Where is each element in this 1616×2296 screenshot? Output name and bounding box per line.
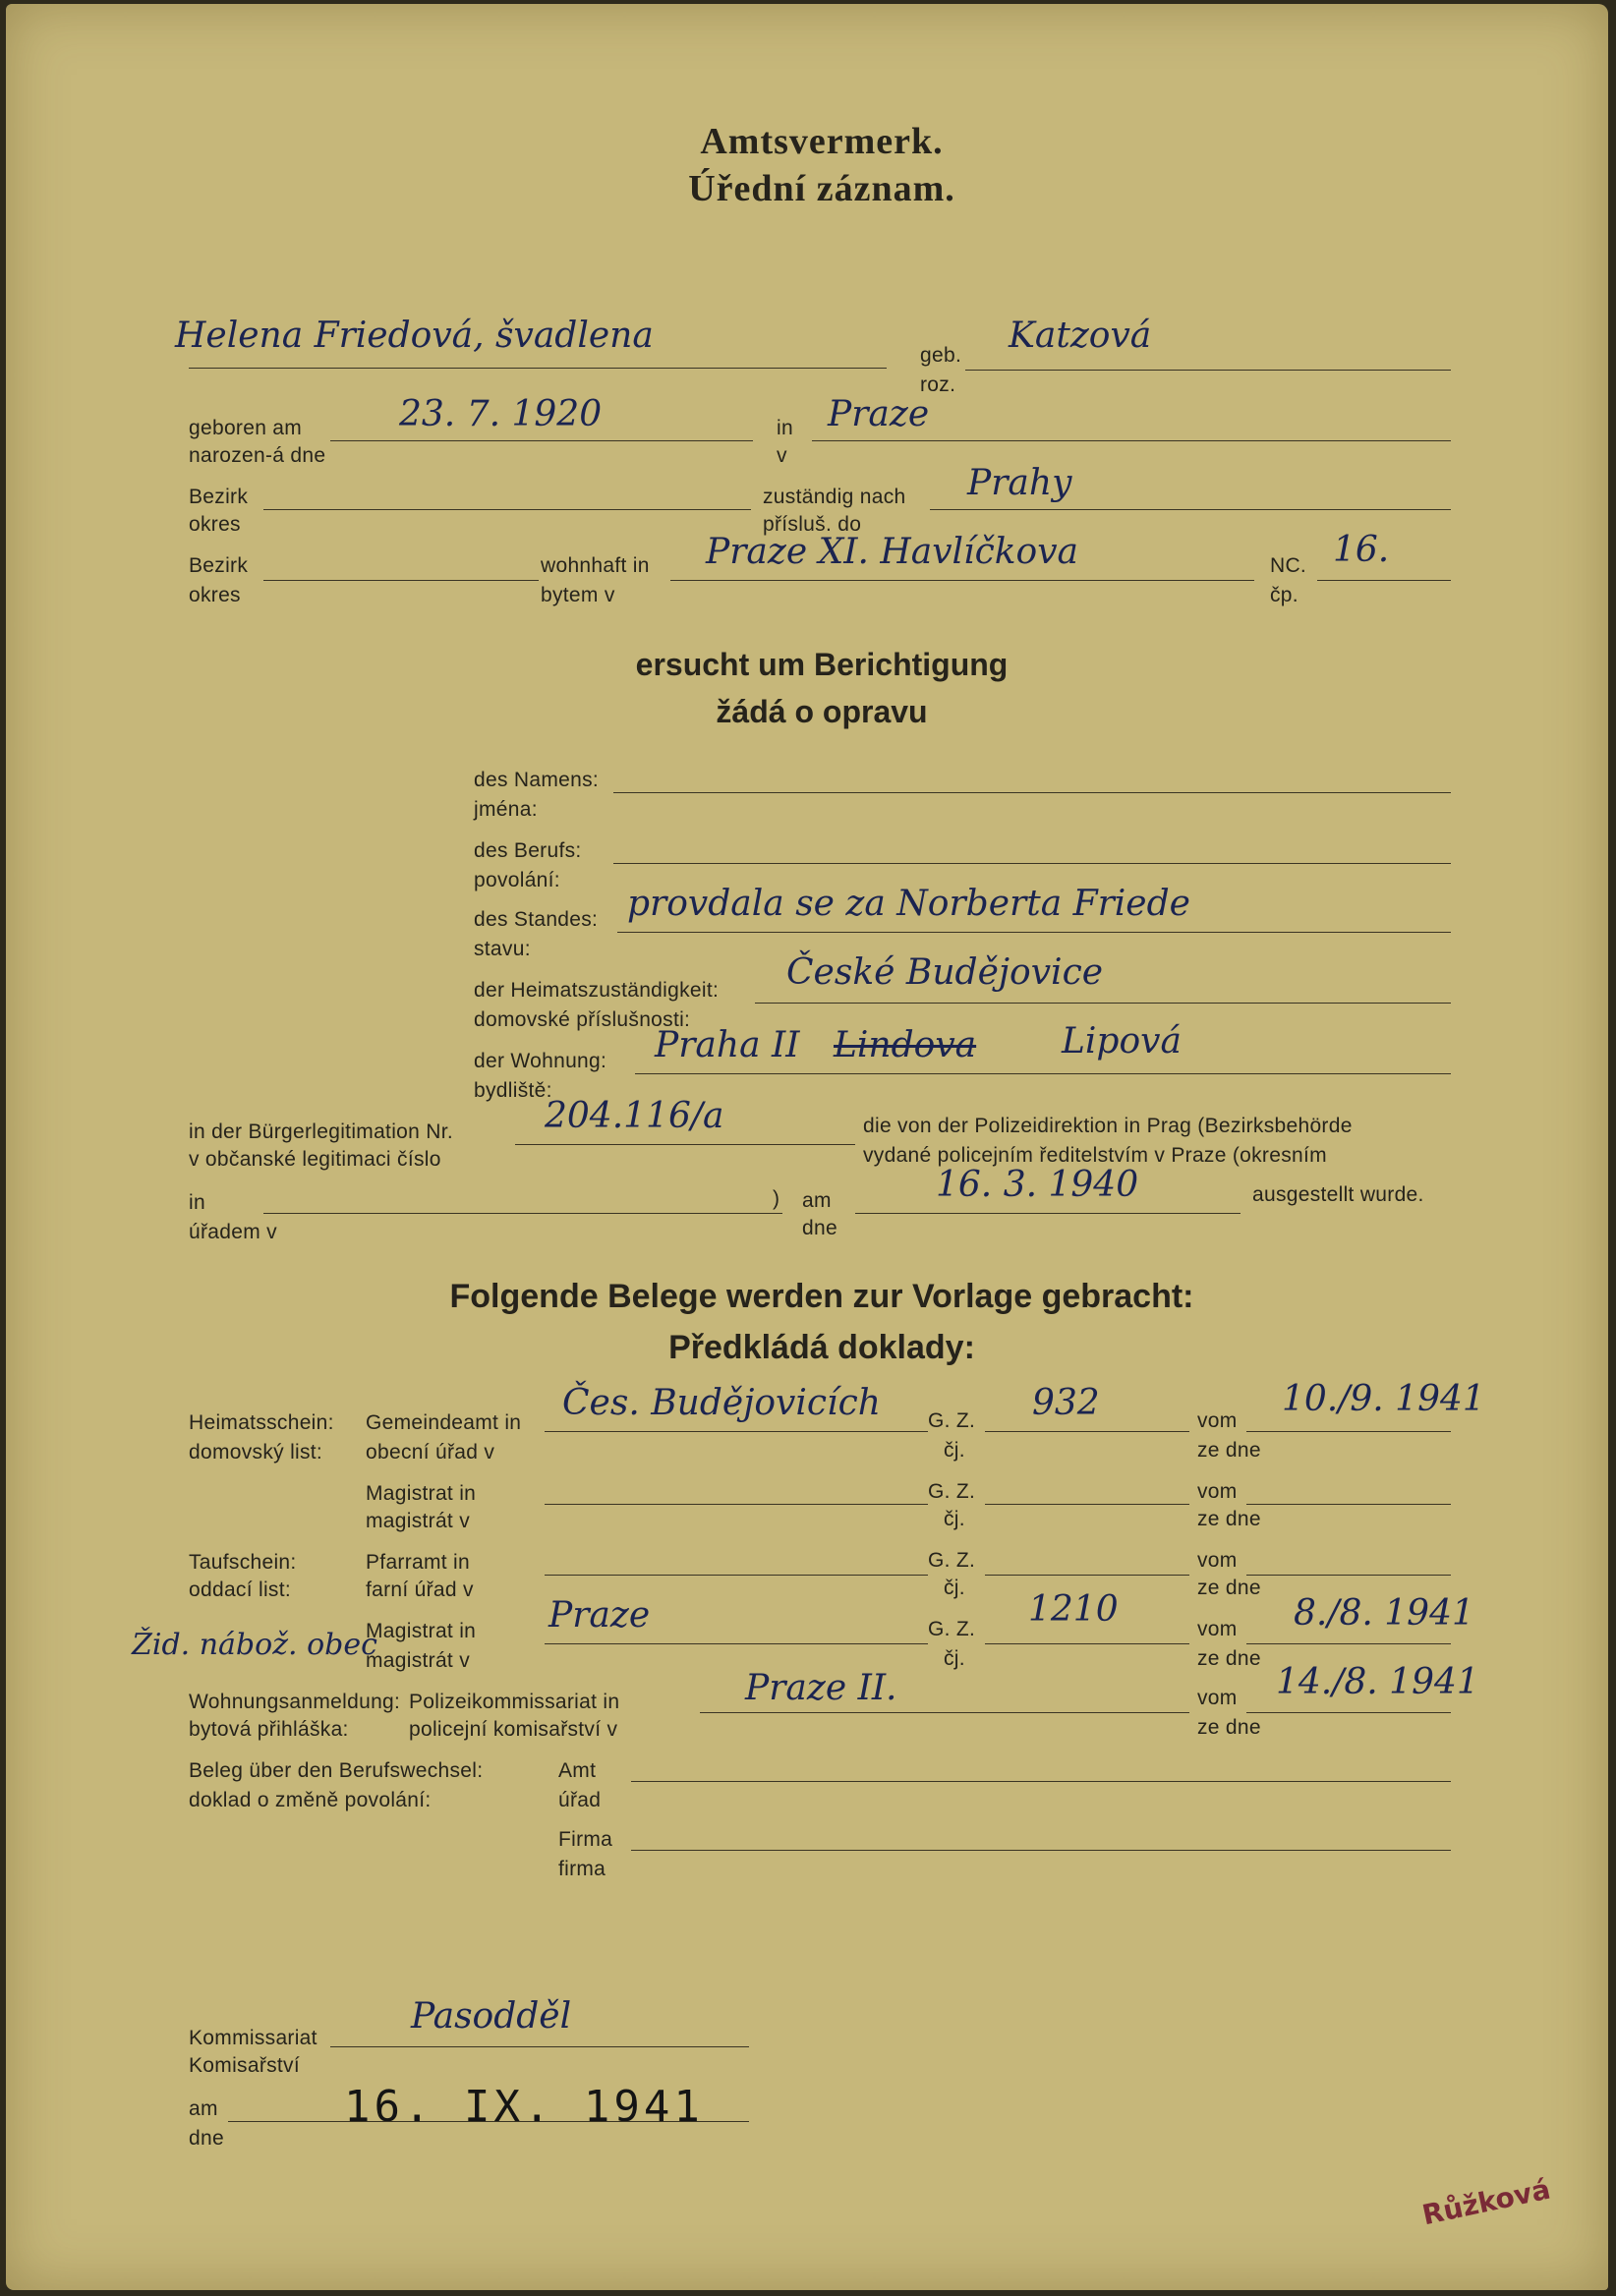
heimat-line (755, 1003, 1451, 1004)
documents-heading-de: Folgende Belege werden zur Vorlage gebracht: (449, 1278, 1194, 1315)
amt-label-de: Amt (558, 1759, 597, 1782)
footer-am-label-de: am (189, 2097, 218, 2120)
vom5-label-de: vom (1197, 1687, 1238, 1709)
amt-label-cs: úřad (558, 1789, 602, 1811)
bezirk-label-cs: okres (189, 513, 241, 536)
gz2-line (985, 1504, 1189, 1505)
legit-line (515, 1144, 855, 1145)
bezirk-line (263, 509, 751, 510)
beruf-label-de: Beleg über den Berufswechsel: (189, 1759, 484, 1782)
vom5-line (1246, 1712, 1451, 1713)
polizei-line (700, 1712, 1189, 1713)
gz2-label-cs: čj. (944, 1508, 965, 1530)
vom3-line (1246, 1575, 1451, 1576)
bezirk2-line (263, 580, 539, 581)
standes-label-cs: stavu: (474, 938, 531, 960)
magistrat1-label-de: Magistrat in (366, 1482, 477, 1505)
komm-label-de: Kommissariat (189, 2027, 317, 2049)
wohnung-label-cs: bydliště: (474, 1079, 552, 1102)
zid-note: Žid. nábož. obec (132, 1628, 377, 1662)
office-line (263, 1213, 782, 1214)
berufs-label-de: des Berufs: (474, 839, 582, 862)
pfarramt-label-cs: farní úřad v (366, 1578, 474, 1601)
gz4-label-de: G. Z. (928, 1618, 976, 1640)
title-czech: Úřední záznam. (688, 168, 955, 209)
standes-line (617, 932, 1451, 933)
namens-label-cs: jména: (474, 798, 538, 821)
polizei-value: Praze II. (745, 1668, 897, 1708)
komm-line (330, 2046, 749, 2047)
heimat-label-cs: domovské příslušnosti: (474, 1008, 691, 1031)
office-label-cs: úřadem v (189, 1221, 277, 1243)
gz3-line (985, 1575, 1189, 1576)
magistrat2-value: Praze (548, 1595, 651, 1636)
zust-label-cs: přísluš. do (763, 513, 862, 536)
born-label-cs: narozen-á dne (189, 444, 326, 467)
legit-label-de: in der Bürgerlegitimation Nr. (189, 1120, 453, 1143)
wohn-line (670, 580, 1254, 581)
gemeindeamt-label-de: Gemeindeamt in (366, 1411, 522, 1434)
amt-line (631, 1781, 1451, 1782)
wohnung-value-2: Lipová (1062, 1021, 1182, 1062)
wohnungsanm-label-de: Wohnungsanmeldung: (189, 1691, 401, 1713)
documents-heading-cs: Předkládá doklady: (668, 1329, 975, 1366)
vom4-label-cs: ze dne (1197, 1647, 1261, 1670)
namens-line (613, 792, 1451, 793)
magistrat1-line (545, 1504, 928, 1505)
berufs-line (613, 863, 1451, 864)
nc-line (1317, 580, 1451, 581)
title-german: Amtsvermerk. (700, 121, 944, 162)
heimat-label-de: der Heimatszuständigkeit: (474, 979, 720, 1002)
vom1-line (1246, 1431, 1451, 1432)
footer-am-line (228, 2121, 749, 2122)
issued-label: ausgestellt wurde. (1252, 1183, 1424, 1206)
beruf-label-cs: doklad o změně povolání: (189, 1789, 432, 1811)
pfarramt-label-de: Pfarramt in (366, 1551, 470, 1574)
firma-label-de: Firma (558, 1828, 613, 1851)
request-heading-de: ersucht um Berichtigung (635, 647, 1009, 682)
gz4-label-cs: čj. (944, 1647, 965, 1670)
legit-label-cs: v občanské legitimaci číslo (189, 1148, 441, 1171)
document-page (6, 4, 1608, 2290)
polizei-label-de: Polizeikommissariat in (409, 1691, 620, 1713)
bezirk-label-de: Bezirk (189, 486, 249, 508)
gz3-label-de: G. Z. (928, 1549, 976, 1572)
vom5-value: 14./8. 1941 (1276, 1662, 1479, 1702)
pfarramt-line (545, 1575, 928, 1576)
standes-value: provdala se za Norberta Friede (627, 884, 1190, 924)
gemeindeamt-label-cs: obecní úřad v (366, 1441, 495, 1464)
am-label-cs: dne (802, 1217, 837, 1239)
wohnung-line (635, 1073, 1451, 1074)
bezirk2-label-de: Bezirk (189, 554, 249, 577)
born-place: Praze (828, 394, 930, 434)
request-heading-cs: žádá o opravu (716, 694, 928, 729)
nc-value: 16. (1333, 530, 1390, 570)
born-date: 23. 7. 1920 (399, 394, 603, 434)
date-stamp: 16. IX. 1941 (344, 2082, 704, 2132)
geb-line (965, 370, 1451, 371)
berufs-label-cs: povolání: (474, 869, 560, 891)
vom1-value: 10./9. 1941 (1282, 1379, 1485, 1419)
signature-stamp: Růžková (1419, 2172, 1554, 2232)
komm-value: Pasodděl (411, 1996, 572, 2037)
wohnungsanm-label-cs: bytová přihláška: (189, 1718, 349, 1741)
zust-line (930, 509, 1451, 510)
vom1-label-de: vom (1197, 1409, 1238, 1432)
wohn-label-de: wohnhaft in (541, 554, 650, 577)
born-label-de: geboren am (189, 417, 303, 439)
wohnung-strike: Lindova (834, 1025, 977, 1065)
vom4-value: 8./8. 1941 (1294, 1593, 1474, 1634)
place-line (812, 440, 1451, 441)
wohnung-label-de: der Wohnung: (474, 1050, 607, 1072)
name-line (189, 368, 887, 369)
footer-am-label-cs: dne (189, 2127, 224, 2150)
standes-label-de: des Standes: (474, 908, 599, 931)
vom4-line (1246, 1643, 1451, 1644)
magistrat1-label-cs: magistrát v (366, 1510, 470, 1532)
vom4-label-de: vom (1197, 1618, 1238, 1640)
firma-label-cs: firma (558, 1858, 606, 1880)
magistrat2-line (545, 1643, 928, 1644)
name-value: Helena Friedová, švadlena (175, 316, 654, 356)
komm-label-cs: Komisařství (189, 2054, 300, 2077)
gz1-value: 932 (1032, 1383, 1100, 1423)
gz4-line (985, 1643, 1189, 1644)
taufschein-label-de: Taufschein: (189, 1551, 297, 1574)
magistrat2-label-de: Magistrat in (366, 1620, 477, 1642)
polizei-label-cs: policejní komisařství v (409, 1718, 618, 1741)
namens-label-de: des Namens: (474, 769, 600, 791)
nc-label-de: NC. (1270, 554, 1307, 577)
wohnung-value-1: Praha II (655, 1025, 800, 1065)
born-line (330, 440, 753, 441)
firma-line (631, 1850, 1451, 1851)
wohn-value: Praze XI. Havlíčkova (706, 532, 1079, 572)
gemeindeamt-line (545, 1431, 928, 1432)
vom3-label-de: vom (1197, 1549, 1238, 1572)
gz1-label-de: G. Z. (928, 1409, 976, 1432)
roz-label: roz. (920, 373, 956, 396)
vom1-label-cs: ze dne (1197, 1439, 1261, 1462)
vom2-label-de: vom (1197, 1480, 1238, 1503)
legit-date-line (855, 1213, 1241, 1214)
magistrat2-label-cs: magistrát v (366, 1649, 470, 1672)
bezirk2-label-cs: okres (189, 584, 241, 606)
gz1-label-cs: čj. (944, 1439, 965, 1462)
geb-label: geb. (920, 344, 962, 367)
nc-label-cs: čp. (1270, 584, 1299, 606)
legit-number: 204.116/a (545, 1096, 724, 1136)
issuer-de: die von der Polizeidirektion in Prag (Bezirksbehörde (863, 1115, 1353, 1137)
am-label-de: am (802, 1189, 832, 1212)
gz4-value: 1210 (1028, 1589, 1119, 1630)
vom5-label-cs: ze dne (1197, 1716, 1261, 1739)
paren: ) (773, 1187, 780, 1210)
wohn-label-cs: bytem v (541, 584, 615, 606)
heimatschein-label-cs: domovský list: (189, 1441, 323, 1464)
legit-date: 16. 3. 1940 (936, 1165, 1139, 1205)
geb-value: Katzová (1009, 316, 1152, 356)
heimatschein-label-de: Heimatsschein: (189, 1411, 334, 1434)
heimat-value: České Budějovice (786, 952, 1104, 993)
gz1-line (985, 1431, 1189, 1432)
taufschein-label-cs: oddací list: (189, 1578, 291, 1601)
in-label-de: in (777, 417, 793, 439)
vom3-label-cs: ze dne (1197, 1577, 1261, 1599)
vom2-label-cs: ze dne (1197, 1508, 1261, 1530)
gz2-label-de: G. Z. (928, 1480, 976, 1503)
office-label-de: in (189, 1191, 205, 1214)
zust-value: Prahy (967, 463, 1072, 503)
issuer-cs: vydané policejním ředitelstvím v Praze (okresním (863, 1144, 1327, 1167)
in-label-cs: v (777, 444, 787, 467)
gemeindeamt-value: Čes. Budějovicích (562, 1383, 881, 1423)
gz3-label-cs: čj. (944, 1577, 965, 1599)
zust-label-de: zuständig nach (763, 486, 906, 508)
vom2-line (1246, 1504, 1451, 1505)
